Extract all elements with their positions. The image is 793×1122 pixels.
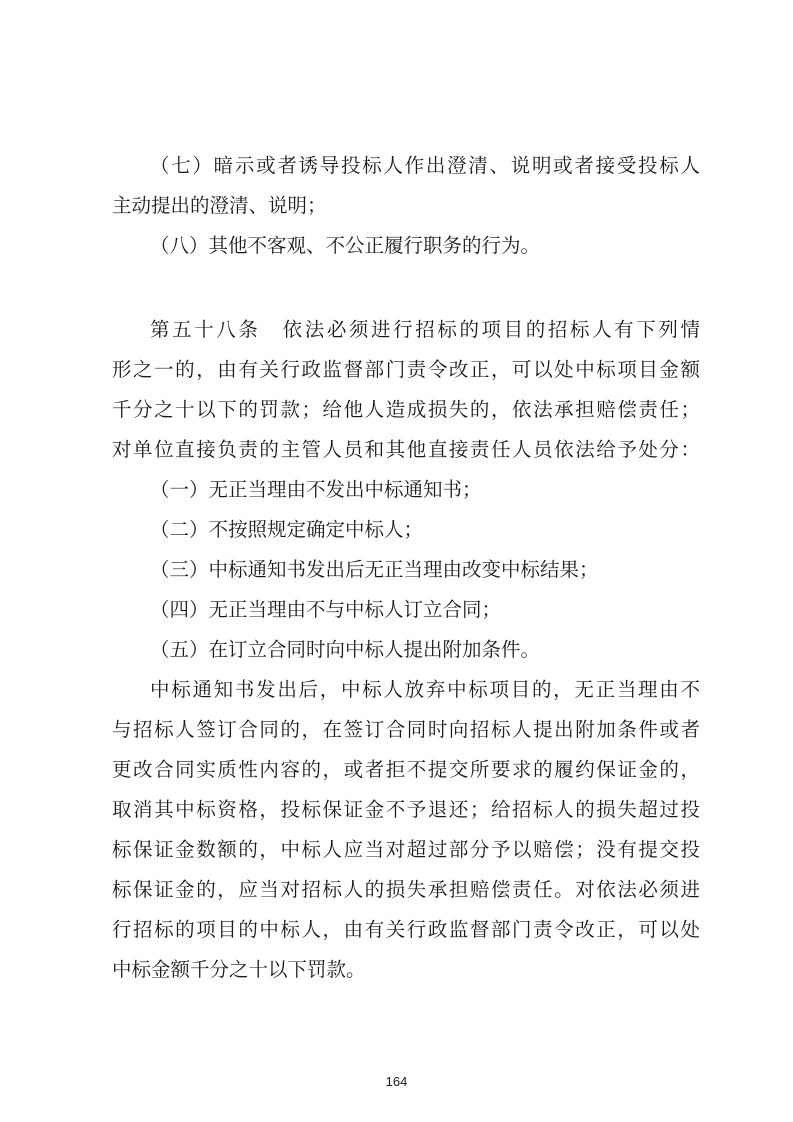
paragraph-line-3: 更改合同实质性内容的，或者拒不提交所要求的履约保证金的， bbox=[112, 758, 700, 781]
article-58-line-1: 第五十八条 依法必须进行招标的项目的招标人有下列情 bbox=[150, 318, 700, 341]
article-58-item-1: （一）无正当理由不发出中标通知书； bbox=[150, 478, 482, 501]
article-58-item-2: （二）不按照规定确定中标人； bbox=[150, 518, 424, 541]
clause-item-7-line-2: 主动提出的澄清、说明； bbox=[112, 194, 327, 217]
paragraph-line-5: 标保证金数额的，中标人应当对超过部分予以赔偿；没有提交投 bbox=[112, 838, 700, 861]
article-58-line-4: 对单位直接负责的主管人员和其他直接责任人员依法给予处分： bbox=[112, 438, 700, 461]
paragraph-line-7: 行招标的项目的中标人，由有关行政监督部门责令改正，可以处 bbox=[112, 918, 700, 941]
article-58-line-3: 千分之十以下的罚款；给他人造成损失的，依法承担赔偿责任； bbox=[112, 398, 700, 421]
paragraph-line-1: 中标通知书发出后，中标人放弃中标项目的，无正当理由不 bbox=[150, 678, 700, 701]
article-58-item-3: （三）中标通知书发出后无正当理由改变中标结果； bbox=[150, 558, 599, 581]
paragraph-line-2: 与招标人签订合同的，在签订合同时向招标人提出附加条件或者 bbox=[112, 718, 700, 741]
article-58-item-5: （五）在订立合同时向中标人提出附加条件。 bbox=[150, 638, 541, 661]
article-58-line-2: 形之一的，由有关行政监督部门责令改正，可以处中标项目金额 bbox=[112, 358, 700, 381]
paragraph-line-8: 中标金额千分之十以下罚款。 bbox=[112, 958, 366, 981]
clause-item-7-line-1: （七）暗示或者诱导投标人作出澄清、说明或者接受投标人 bbox=[150, 154, 700, 177]
clause-item-8: （八）其他不客观、不公正履行职务的行为。 bbox=[150, 234, 541, 257]
paragraph-line-6: 标保证金的，应当对招标人的损失承担赔偿责任。对依法必须进 bbox=[112, 878, 700, 901]
article-58-item-4: （四）无正当理由不与中标人订立合同； bbox=[150, 598, 502, 621]
paragraph-line-4: 取消其中标资格，投标保证金不予退还；给招标人的损失超过投 bbox=[112, 798, 700, 821]
page-number: 164 bbox=[385, 1074, 408, 1089]
